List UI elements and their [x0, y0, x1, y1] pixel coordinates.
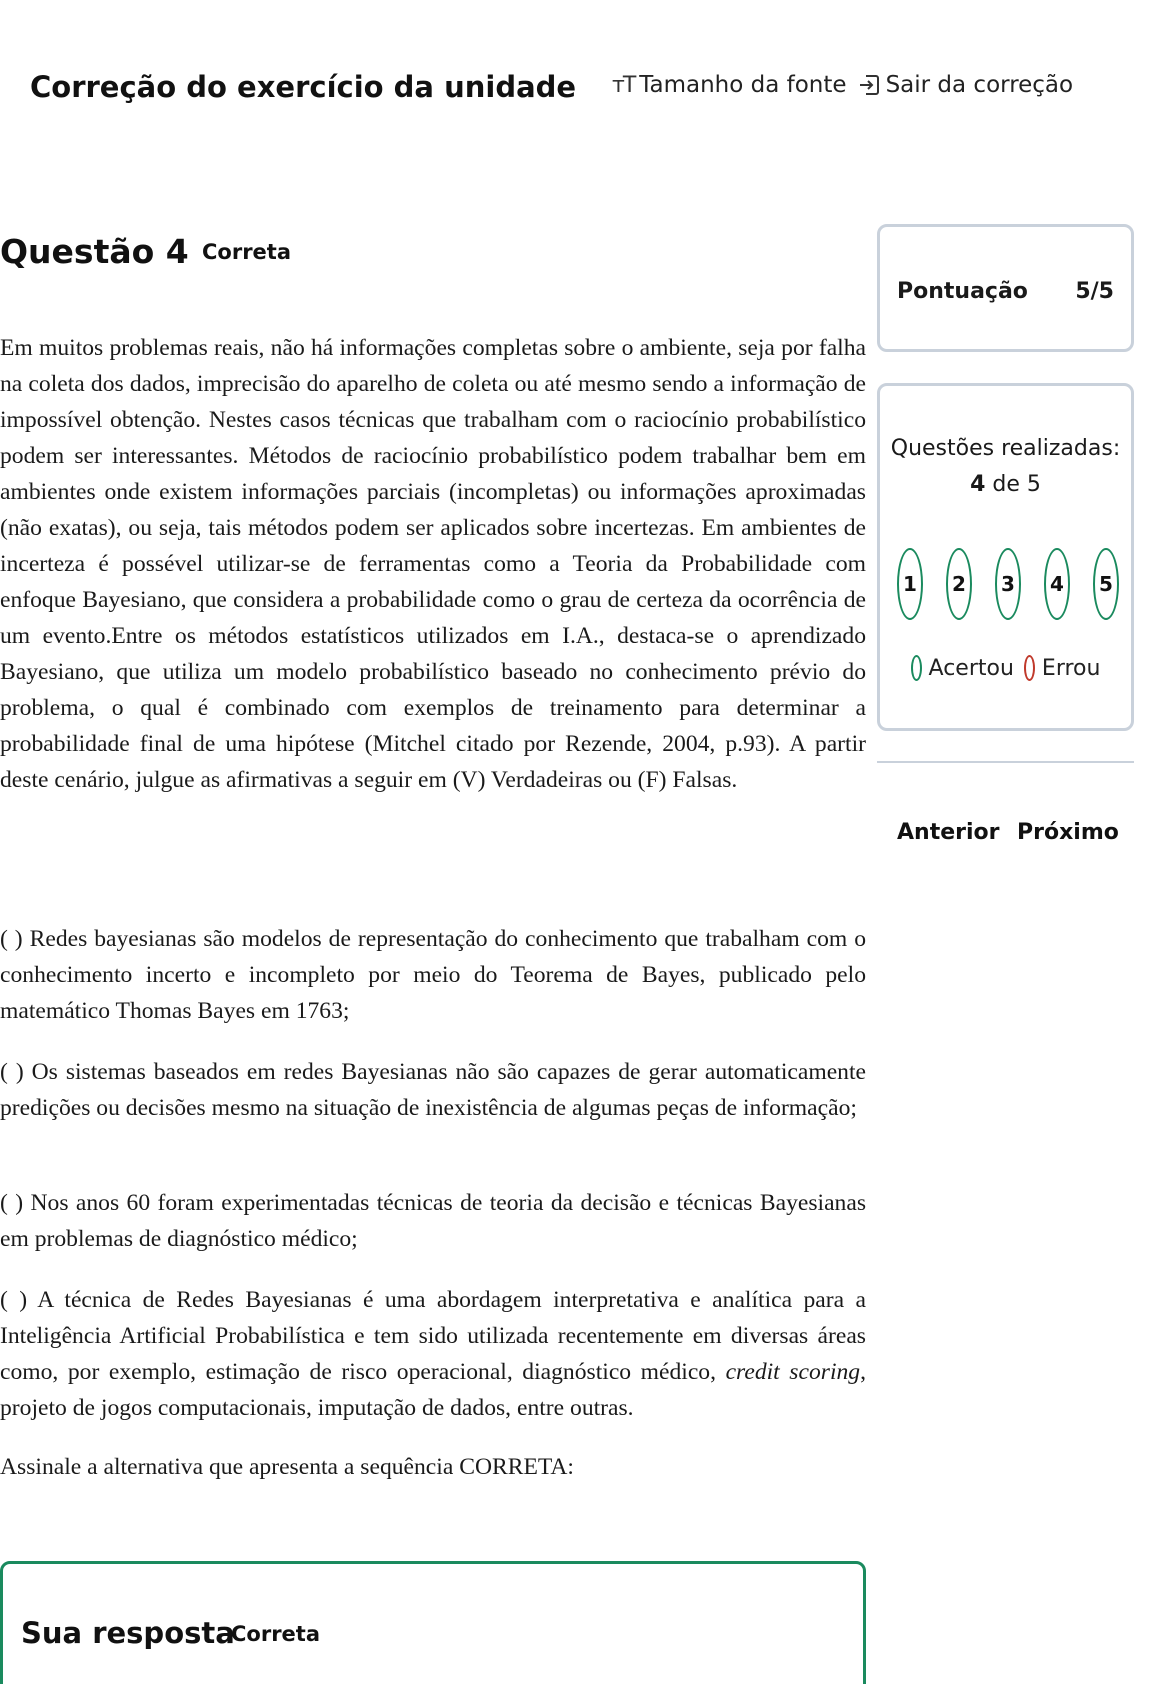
answer-card: [0, 1561, 866, 1684]
question-bubble-2[interactable]: 2: [946, 548, 972, 620]
legend: [880, 655, 1131, 681]
question-title: Questão 4: [0, 232, 189, 271]
score-label: Pontuação: [897, 279, 1028, 304]
affirmative-4-text-end: , projeto de jogos computacionais, imputação de dados, entre outras.: [0, 1359, 866, 1421]
affirmative-1: ( ) Redes bayesianas são modelos de representação do conhecimento que trabalham com o conhecimento incerto e incompleto por meio do Teorema de Bayes, publicado pelo matemático Thomas Bayes em 1763;: [0, 926, 866, 1024]
question-navigator: [897, 548, 1119, 620]
progress-total: de 5: [992, 472, 1041, 497]
progress-card: [877, 383, 1134, 731]
header-actions: [612, 72, 1073, 98]
answer-title: Sua resposta: [21, 1616, 235, 1650]
correct-legend-icon: [911, 655, 922, 681]
legend-wrong: Errou: [1041, 655, 1101, 681]
progress-count: [880, 472, 1131, 497]
exit-correction-label: Sair da correção: [885, 72, 1074, 98]
exit-icon: [857, 73, 881, 97]
font-size-label: Tamanho da fonte: [639, 72, 847, 98]
affirmative-4-text: ( ) A técnica de Redes Bayesianas é uma abordagem interpretativa e analítica para a Inteligência Artificial Probabilística e tem sido utilizada recentemente em diversas áreas como, por exemplo, estimação de risco operacional, diagnóstico médico,: [0, 1287, 866, 1385]
affirmative-3: ( ) Nos anos 60 foram experimentadas técnicas de teoria da decisão e técnicas Bayesianas em problemas de diagnóstico médico;: [0, 1190, 866, 1252]
font-size-icon: ᴛT: [612, 72, 635, 98]
answer-status: Correta: [231, 1622, 321, 1646]
legend-correct: Acertou: [928, 655, 1014, 681]
wrong-legend-icon: [1024, 655, 1035, 681]
exit-correction-button[interactable]: [857, 72, 1074, 98]
affirmative-2: ( ) Os sistemas baseados em redes Bayesianas não são capazes de gerar automaticamente predições ou decisões mesmo na situação de inexistência de algumas peças de informação;: [0, 1059, 866, 1121]
next-button[interactable]: Próximo: [1017, 820, 1119, 845]
score-card: [877, 224, 1134, 352]
question-bubble-3[interactable]: 3: [995, 548, 1021, 620]
score-value: 5/5: [1075, 279, 1114, 304]
affirmative-4-italic: credit scoring: [725, 1359, 861, 1385]
question-bubble-5[interactable]: 5: [1093, 548, 1119, 620]
affirmative-4: [0, 1282, 866, 1426]
divider: [877, 761, 1134, 763]
question-bubble-4[interactable]: 4: [1044, 548, 1070, 620]
progress-label: Questões realizadas:: [890, 436, 1121, 461]
page-title: Correção do exercício da unidade: [30, 70, 577, 104]
question-bubble-1[interactable]: 1: [897, 548, 923, 620]
question-prompt: Assinale a alternativa que apresenta a sequência CORRETA:: [0, 1454, 574, 1480]
font-size-button[interactable]: [612, 72, 847, 98]
progress-done: 4: [970, 472, 986, 497]
question-status: Correta: [202, 240, 292, 264]
previous-button[interactable]: Anterior: [897, 820, 1000, 845]
question-statement: Em muitos problemas reais, não há informações completas sobre o ambiente, seja por falha na coleta dos dados, imprecisão do aparelho de coleta ou até mesmo sendo a informação de impossível obtenção. Nestes casos técnicas que trabalham com o raciocínio probabilístico podem ser interessantes. Métodos de raciocínio probabilístico podem trabalhar bem em ambientes onde existem informações parciais (incompletas) ou informações aproximadas (não exatas), ou seja, tais métodos podem ser aplicados sobre incertezas. Em ambientes de incerteza é possével utilizar-se de ferramentas como a Teoria da Probabilidade com enfoque Bayesiano, que considera a probabilidade como o grau de certeza da ocorrência de um evento.Entre os métodos estatísticos utilizados em I.A., destaca-se o aprendizado Bayesiano, que utiliza um modelo probabilístico baseado no conhecimento prévio do problema, o qual é combinado com exemplos de treinamento para determinar a probabilidade final de uma hipótese (Mitchel citado por Rezende, 2004, p.93). A partir deste cenário, julgue as afirmativas a seguir em (V) Verdadeiras ou (F) Falsas.: [0, 335, 866, 793]
